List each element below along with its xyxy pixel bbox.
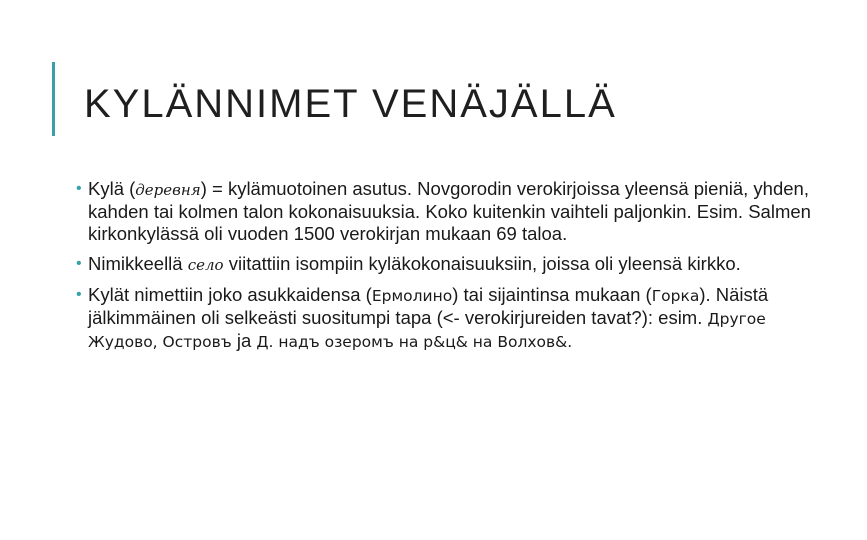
bullet-naming bbox=[74, 284, 814, 353]
bullet-text: viitattiin isompiin kyläkokonaisuuksiin, joissa oli yleensä kirkko. bbox=[223, 253, 741, 274]
bullet-text: ). Näistä jälkimmäinen oli selkeästi suositumpi tapa (<- verokirjureiden tavat?): esim. bbox=[88, 284, 769, 328]
bullet-kyla bbox=[74, 178, 814, 245]
russian-example-zhudovo: Другое Жудово, Островъ bbox=[88, 310, 766, 351]
bullet-list bbox=[74, 178, 814, 361]
title-accent-bar bbox=[52, 62, 55, 136]
bullet-text: ) tai sijaintinsa mukaan ( bbox=[452, 284, 652, 305]
russian-term-derevnya: деревня bbox=[135, 181, 201, 199]
bullet-selo bbox=[74, 253, 814, 276]
bullet-text: ja bbox=[231, 330, 257, 351]
slide-title: KYLÄNNIMET VENÄJÄLLÄ bbox=[84, 82, 617, 126]
bullet-text: Nimikkeellä bbox=[88, 253, 188, 274]
russian-example-volkhov: Д. надъ озеромъ на р&ц& на Волхов&. bbox=[256, 333, 573, 351]
bullet-text: Kylät nimettiin joko asukkaidensa ( bbox=[88, 284, 372, 305]
russian-term-selo: село bbox=[187, 256, 224, 274]
russian-example-gorka: Горка bbox=[651, 287, 700, 305]
russian-example-ermolino: Ермолино bbox=[371, 287, 453, 305]
bullet-text: ) = kylämuotoinen asutus. Novgorodin verokirjoissa yleensä pieniä, yhden, kahden tai kolmen talon kokonaisuuksia. Koko kuitenkin vaihteli paljonkin. Esim. Salmen kirkonkylässä oli vuoden 1500 verokirjan mukaan 69 taloa. bbox=[88, 178, 811, 244]
bullet-text: Kylä ( bbox=[88, 178, 136, 199]
